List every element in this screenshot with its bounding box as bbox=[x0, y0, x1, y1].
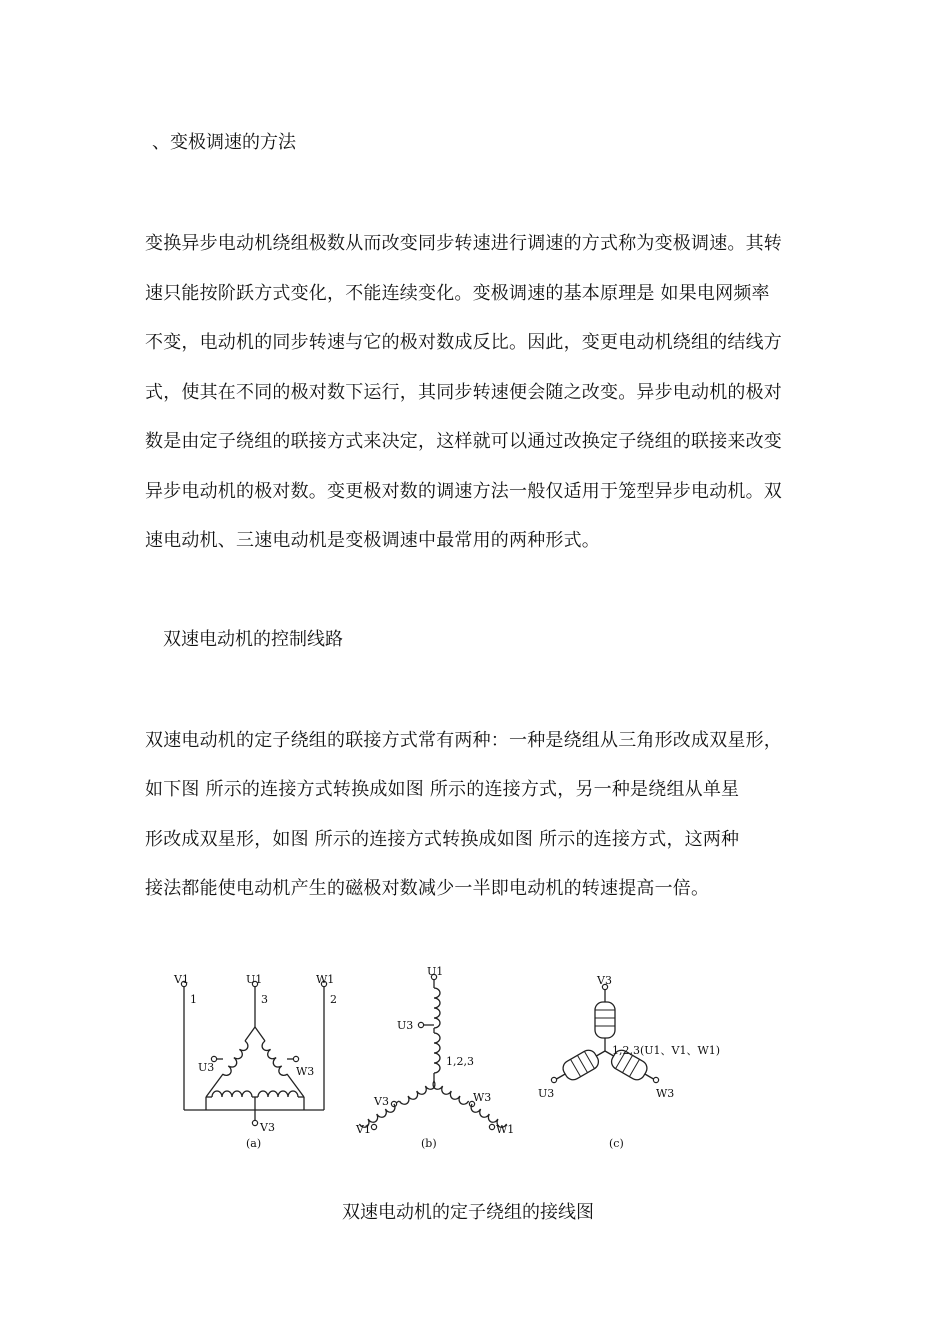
terminal-label: U1 bbox=[427, 965, 444, 978]
diagram-b-star bbox=[355, 965, 514, 1150]
paragraph-line: 如下图 所示的连接方式转换成如图 所示的连接方式，另一种是绕组从单星 bbox=[145, 779, 740, 800]
terminal-label: W1 bbox=[496, 1123, 515, 1136]
terminal-label: 1 bbox=[190, 993, 197, 1006]
terminal-label: V1 bbox=[356, 1123, 371, 1136]
paragraph-line: 双速电动机的定子绕组的联接方式常有两种：一种是绕组从三角形改成双星形， bbox=[145, 730, 782, 751]
terminal-label: 1,2,3 bbox=[446, 1055, 474, 1068]
stator-winding-diagram bbox=[150, 955, 730, 1160]
terminal-label: V3 bbox=[260, 1121, 275, 1134]
paragraph-line: 形改成双星形，如图 所示的连接方式转换成如图 所示的连接方式，这两种 bbox=[145, 829, 740, 850]
terminal-label: W3 bbox=[296, 1065, 315, 1078]
terminal-label: V1 bbox=[174, 973, 189, 986]
diagram-label: (b) bbox=[421, 1137, 437, 1150]
terminal-label: V3 bbox=[597, 974, 612, 987]
diagram-a-delta bbox=[173, 973, 337, 1150]
section-heading-pole-changing: 、变极调速的方法 bbox=[152, 132, 296, 153]
terminal-label: U3 bbox=[198, 1061, 215, 1074]
diagram-label: (a) bbox=[246, 1137, 262, 1150]
paragraph-line: 不变，电动机的同步转速与它的极对数成反比。因此，变更电动机绕组的结线方 bbox=[145, 332, 782, 353]
paragraph-line: 式，使其在不同的极对数下运行，其同步转速便会随之改变。异步电动机的极对 bbox=[145, 382, 782, 403]
figure-caption: 双速电动机的定子绕组的接线图 bbox=[342, 1202, 594, 1223]
paragraph-line: 数是由定子绕组的联接方式来决定，这样就可以通过改换定子绕组的联接来改变 bbox=[145, 431, 782, 452]
terminal-label: W3 bbox=[656, 1087, 675, 1100]
terminal-label: 2 bbox=[330, 993, 337, 1006]
diagram-c-double-star bbox=[538, 974, 720, 1150]
terminal-label: W3 bbox=[473, 1091, 492, 1104]
paragraph-line: 变换异步电动机绕组极数从而改变同步转速进行调速的方式称为变极调速。其转 bbox=[145, 233, 782, 254]
paragraph-line: 速电动机、三速电动机是变极调速中最常用的两种形式。 bbox=[145, 530, 600, 551]
terminal-label: U1 bbox=[246, 973, 263, 986]
terminal-label: 3 bbox=[261, 993, 268, 1006]
paragraph-line: 速只能按阶跃方式变化，不能连续变化。变极调速的基本原理是 如果电网频率 bbox=[145, 283, 770, 304]
terminal-label: 1,2,3(U1、V1、W1) bbox=[612, 1044, 721, 1057]
paragraph-line: 异步电动机的极对数。变更极对数的调速方法一般仅适用于笼型异步电动机。双 bbox=[145, 481, 782, 502]
diagram-label: (c) bbox=[609, 1137, 624, 1150]
terminal-label: V3 bbox=[374, 1095, 389, 1108]
section-heading-two-speed-motor: 双速电动机的控制线路 bbox=[163, 629, 343, 650]
terminal-label: U3 bbox=[397, 1019, 414, 1032]
terminal-label: U3 bbox=[538, 1087, 555, 1100]
paragraph-line: 接法都能使电动机产生的磁极对数减少一半即电动机的转速提高一倍。 bbox=[145, 878, 710, 899]
terminal-label: W1 bbox=[316, 973, 335, 986]
